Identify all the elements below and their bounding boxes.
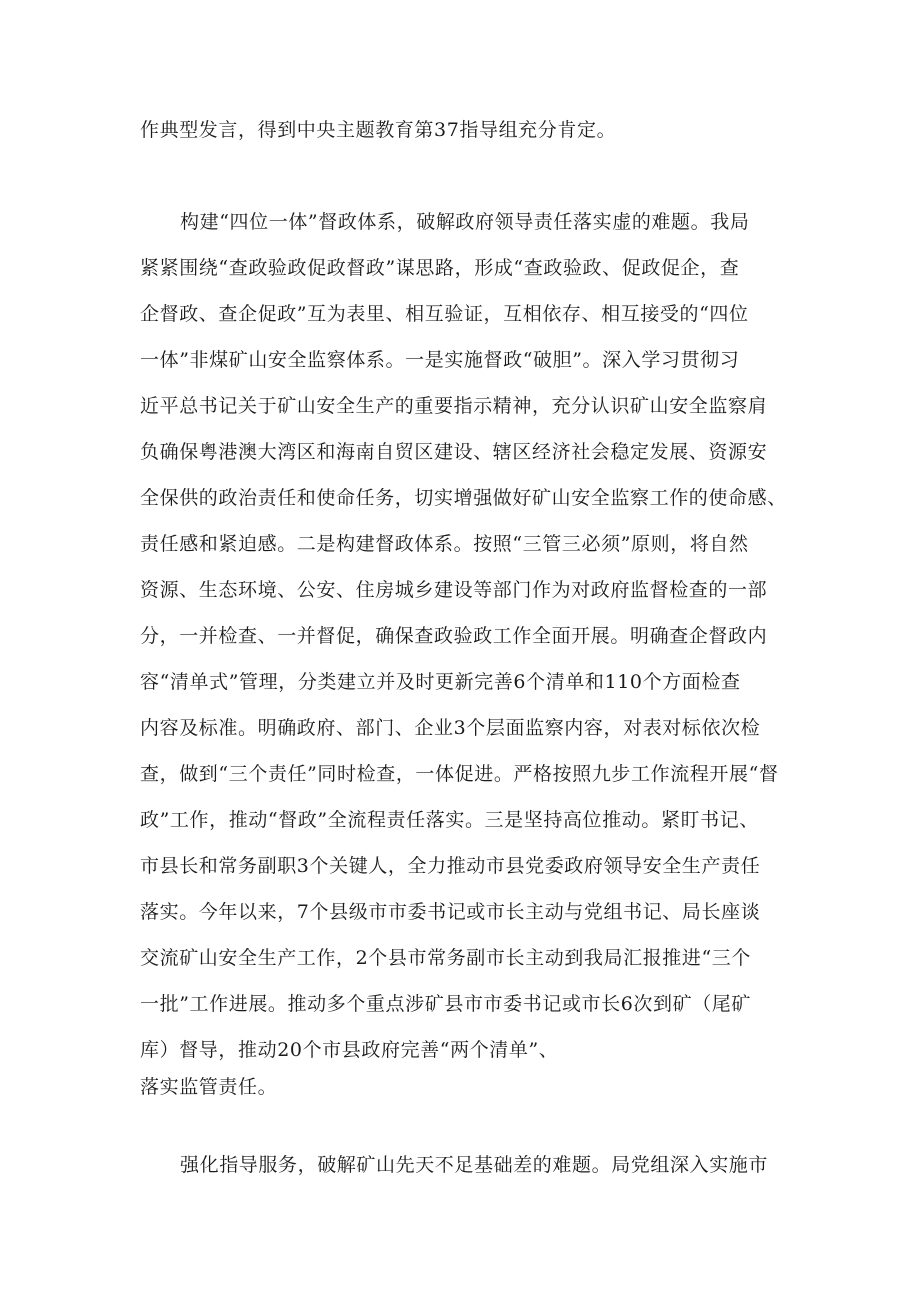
paragraph-2-line-7: 全保供的政治责任和使命任务，切实增强做好矿山安全监察工作的使命感、 — [140, 487, 787, 509]
paragraph-2-line-20: 落实监管责任。 — [140, 1076, 278, 1098]
paragraph-2-line-3: 企督政、查企促政”互为表里、相互验证，互相依存、相互接受的“四位 — [140, 303, 749, 325]
paragraph-3-line-1: 强化指导服务，破解矿山先天不足基础差的难题。局党组深入实施市 — [180, 1154, 769, 1176]
paragraph-2-line-12: 内容及标准。明确政府、部门、企业3个层面监察内容，对表对标依次检 — [140, 717, 761, 739]
paragraph-2-line-11: 容“清单式”管理，分类建立并及时更新完善6个清单和110个方面检查 — [140, 671, 741, 693]
paragraph-1-line-1: 作典型发言，得到中央主题教育第37指导组充分肯定。 — [140, 119, 617, 141]
paragraph-2-line-10: 分，一并检查、一并督促，确保查政验政工作全面开展。明确查企督政内 — [140, 625, 768, 647]
paragraph-2-line-14: 政”工作，推动“督政”全流程责任落实。三是坚持高位推动。紧盯书记、 — [140, 809, 759, 831]
paragraph-2-line-2: 紧紧围绕“查政验政促政督政”谋思路，形成“查政验政、促政促企，查 — [140, 257, 740, 279]
paragraph-2-line-18: 一批”工作进展。推动多个重点涉矿县市市委书记或市长6次到矿（尾矿 — [140, 993, 752, 1015]
paragraph-2-line-5: 近平总书记关于矿山安全生产的重要指示精神，充分认识矿山安全监察肩 — [140, 395, 768, 417]
paragraph-2-line-19: 库）督导，推动20个市县政府完善“两个清单”、 — [140, 1039, 559, 1061]
paragraph-2-line-6: 负确保粤港澳大湾区和海南自贸区建设、辖区经济社会稳定发展、资源安 — [140, 441, 768, 463]
paragraph-2-line-17: 交流矿山安全生产工作，2个县市常务副市长主动到我局汇报推进“三个 — [140, 947, 752, 969]
paragraph-2-line-9: 资源、生态环境、公安、住房城乡建设等部门作为对政府监督检查的一部 — [140, 579, 768, 601]
paragraph-2-line-16: 落实。今年以来，7个县级市市委书记或市长主动与党组书记、局长座谈 — [140, 901, 761, 923]
paragraph-2-line-15: 市县长和常务副职3个关键人，全力推动市县党委政府领导安全生产责任 — [140, 855, 761, 877]
paragraph-2-line-1: 构建“四位一体”督政体系，破解政府领导责任落实虚的难题。我局 — [180, 211, 750, 233]
paragraph-2-line-4: 一体”非煤矿山安全监察体系。一是实施督政“破胆”。深入学习贯彻习 — [140, 349, 740, 371]
paragraph-2-line-8: 责任感和紧迫感。二是构建督政体系。按照“三管三必须”原则，将自然 — [140, 533, 749, 555]
paragraph-2-line-13: 查，做到“三个责任”同时检查，一体促进。严格按照九步工作流程开展“督 — [140, 763, 779, 785]
